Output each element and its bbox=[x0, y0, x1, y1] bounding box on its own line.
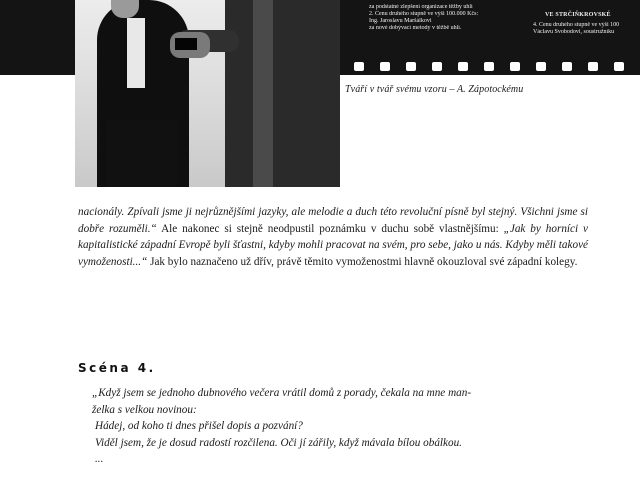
document-line: 4. Cenu druhého stupně ve výši 100 bbox=[533, 22, 620, 28]
film-hole bbox=[406, 62, 416, 71]
film-hole bbox=[380, 62, 390, 71]
film-hole bbox=[484, 62, 494, 71]
scene-line: Hádej, od koho ti dnes přišel dopis a pozvání? bbox=[95, 420, 303, 432]
film-hole bbox=[510, 62, 520, 71]
film-hole bbox=[562, 62, 572, 71]
photo-man-right bbox=[225, 0, 340, 187]
photo-caption: Tváří v tvář svému vzoru – A. Zápotockému bbox=[345, 84, 524, 95]
photo-shirt bbox=[127, 18, 145, 88]
document-line: 2. Cenu druhého stupně ve výši 100.000 Kčs: bbox=[369, 11, 479, 17]
section-heading: Scéna 4. bbox=[78, 361, 156, 375]
photo-award-box bbox=[175, 38, 197, 50]
narration-text: Ale nakonec si stejně neodpustil poznámku v duchu sobě vlastnějšímu: bbox=[156, 222, 504, 235]
scene-line: želka s velkou novinou: bbox=[92, 403, 197, 416]
document-strip bbox=[345, 0, 640, 58]
scene-line: Viděl jsem, že je dosud radostí rozčilena. Oči jí zářily, když mávala bílou obálkou. bbox=[95, 436, 462, 449]
document-line: Václavu Svobodovi, soustružníku bbox=[533, 29, 615, 35]
historical-photo bbox=[75, 0, 340, 187]
narration-text: Jak bylo naznačeno už dřív, právě těmito vymoženostmi hlavně okouzloval své západní kolegy. bbox=[147, 255, 578, 268]
document-line: Ing. Jaroslavu Maršálkovi bbox=[369, 18, 432, 24]
body-paragraph bbox=[78, 204, 588, 270]
film-hole bbox=[458, 62, 468, 71]
film-hole bbox=[354, 62, 364, 71]
photo-face bbox=[111, 0, 139, 18]
document-left-column bbox=[369, 4, 519, 32]
film-hole bbox=[588, 62, 598, 71]
document-right-column bbox=[533, 22, 640, 36]
film-hole bbox=[432, 62, 442, 71]
photo-coat-highlight bbox=[253, 0, 273, 187]
scene-line: ... bbox=[95, 453, 104, 465]
photo-trousers bbox=[107, 120, 177, 187]
film-hole bbox=[614, 62, 624, 71]
film-strip-perforation bbox=[340, 58, 640, 75]
document-line: za podstatné zlepšení organizace těžby uhlí bbox=[369, 4, 473, 10]
quote-text: nacionály. Zpívali jsme ji nejrůznějšími jazyky, ale melodie a duch této revoluční písně byl stejný. Všichni jsme si dobře rozuměli.“ bbox=[78, 206, 588, 235]
film-hole bbox=[536, 62, 546, 71]
scene-quote bbox=[92, 385, 587, 468]
document-line: za nové dobývací metody v těžbě uhlí. bbox=[369, 25, 462, 31]
quote-text: „Jak by horníci v kapitalistické západní Evropě byli šťastni, kdyby mohli pracovat na svém, pro sebe, jako u nás. Kdyby měli takové vymoženosti...“ bbox=[78, 222, 588, 268]
scene-line: „Když jsem se jednoho dubnového večera vrátil domů z porady, čekala na mne man- bbox=[92, 387, 472, 399]
document-heading: VE STRČIŇKROVSKÉ bbox=[545, 12, 611, 18]
